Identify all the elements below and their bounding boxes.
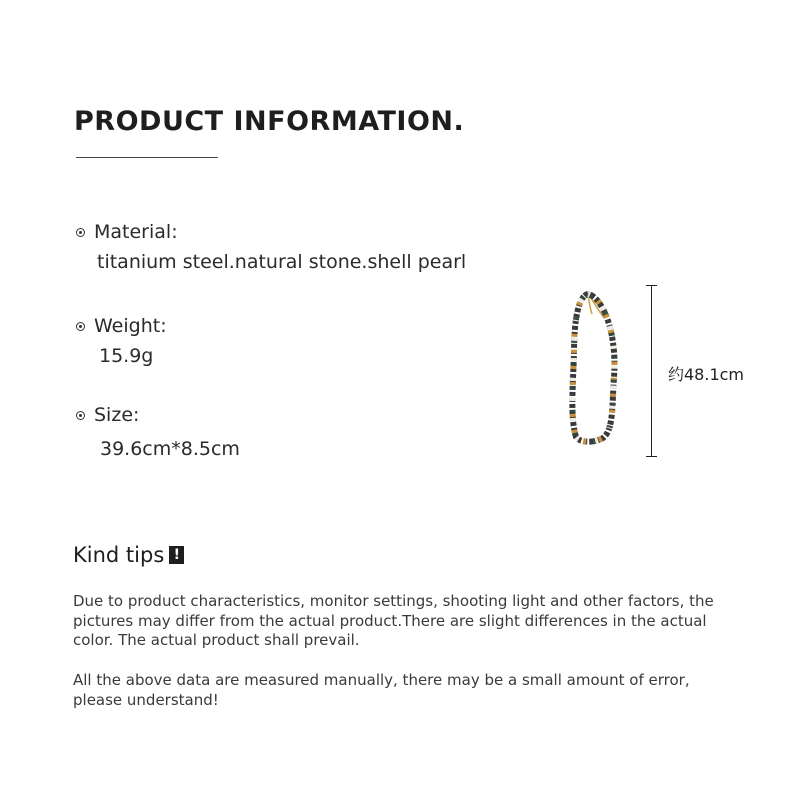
bullet-icon — [76, 411, 85, 420]
spec-value: 39.6cm*8.5cm — [100, 438, 240, 460]
spec-weight — [76, 312, 167, 370]
spec-value: titanium steel.natural stone.shell pearl — [97, 251, 467, 273]
spec-label: Weight: — [94, 315, 167, 337]
kind-tips-label: Kind tips — [73, 543, 165, 567]
spec-size — [76, 401, 240, 463]
necklace-image — [548, 282, 618, 452]
dimension-cap-bottom — [646, 456, 657, 457]
kind-tips-heading — [73, 541, 184, 569]
dimension-cap-top — [646, 285, 657, 286]
length-dimension-line — [651, 285, 652, 457]
exclamation-icon: ! — [169, 546, 184, 564]
bullet-icon — [76, 228, 85, 237]
tips-paragraph: Due to product characteristics, monitor settings, shooting light and other factors, the pictures may differ from the actual product.There are slight differences in the actual color. The actual product shall prevail. — [73, 592, 714, 649]
length-label: 约48.1cm — [668, 365, 745, 384]
tips-paragraph: All the above data are measured manually, there may be a small amount of error, please understand! — [73, 671, 690, 709]
spec-label: Size: — [94, 404, 140, 426]
spec-material — [76, 218, 466, 276]
page-title: PRODUCT INFORMATION. — [74, 106, 465, 137]
title-underline — [76, 157, 218, 158]
bullet-icon — [76, 322, 85, 331]
spec-label: Material: — [94, 221, 178, 243]
spec-value: 15.9g — [99, 345, 154, 367]
